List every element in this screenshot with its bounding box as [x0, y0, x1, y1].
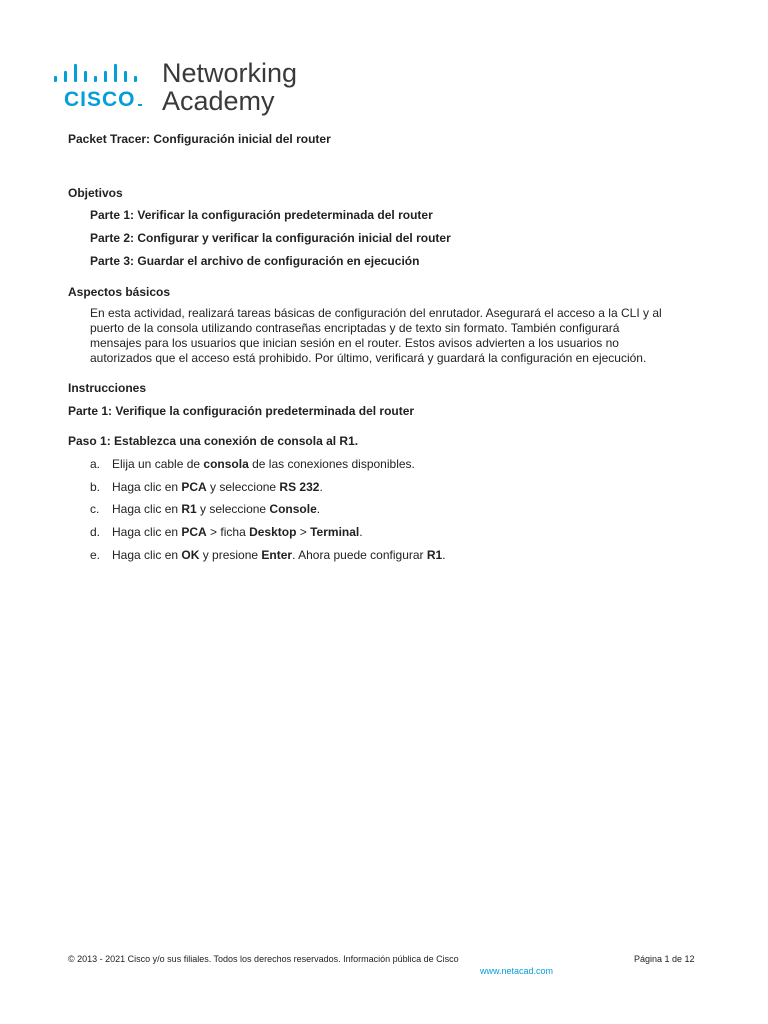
cisco-wordmark: CISCO: [64, 88, 142, 112]
basics-line: autorizados que el acceso está prohibido. Por último, verificará y guardará la configuración en ejecución.: [90, 351, 647, 365]
step-text: de las conexiones disponibles.: [248, 457, 415, 471]
basics-paragraph: [90, 306, 700, 366]
basics-line: mensajes para los usuarios que inician sesión en el router. Estos avisos advierten a los usuarios no: [90, 336, 619, 350]
step-c: [90, 502, 320, 516]
step-bold: Enter: [261, 548, 293, 562]
step-text: Haga clic en: [112, 502, 182, 516]
part1-heading: Parte 1: Verifique la configuración predeterminada del router: [68, 404, 415, 418]
step-text: .: [319, 480, 323, 494]
step-text: y seleccione: [196, 502, 270, 516]
brand-academy: Academy: [162, 86, 275, 116]
step-label: d.: [90, 525, 101, 539]
step-bold: PCA: [181, 480, 207, 494]
step-d: [90, 525, 363, 539]
basics-line: En esta actividad, realizará tareas básicas de configuración del enrutador. Asegurará el acceso a la CLI y al: [90, 306, 662, 320]
step-text: > ficha: [206, 525, 250, 539]
objective-item: Parte 2: Configurar y verificar la configuración inicial del router: [90, 231, 451, 245]
basics-heading: Aspectos básicos: [68, 285, 171, 299]
step-a: [90, 457, 415, 471]
step-text: .: [442, 548, 446, 562]
step-bold: PCA: [181, 525, 207, 539]
step-bold: Desktop: [249, 525, 297, 539]
step-text: . Ahora puede configurar: [292, 548, 427, 562]
step-label: a.: [90, 457, 101, 471]
step-text: y presione: [199, 548, 262, 562]
objective-item: Parte 1: Verificar la configuración predeterminada del router: [90, 208, 433, 222]
step-text: Haga clic en: [112, 480, 182, 494]
cisco-bars-icon: [54, 62, 148, 82]
step-bold: RS 232: [279, 480, 320, 494]
step-text: Elija un cable de: [112, 457, 204, 471]
objectives-heading: Objetivos: [68, 186, 123, 200]
step-text: >: [296, 525, 311, 539]
objective-item: Parte 3: Guardar el archivo de configuración en ejecución: [90, 254, 420, 268]
step-text: .: [359, 525, 363, 539]
step-label: b.: [90, 480, 101, 494]
step-bold: R1: [181, 502, 197, 516]
step-e: [90, 548, 446, 562]
step-bold: Terminal: [310, 525, 360, 539]
step-text: Haga clic en: [112, 525, 182, 539]
step-bold: Console: [269, 502, 317, 516]
step-bold: R1: [426, 548, 443, 562]
cisco-networking-academy-logo: [52, 58, 312, 120]
step-label: c.: [90, 502, 100, 516]
step-text: y seleccione: [206, 480, 280, 494]
step-text: Haga clic en: [112, 548, 182, 562]
instructions-heading: Instrucciones: [68, 381, 147, 395]
step-b: [90, 480, 323, 494]
step1-heading: Paso 1: Establezca una conexión de consola al R1.: [68, 434, 359, 448]
step-text: .: [316, 502, 321, 516]
footer-page-number: Página 1 de 12: [634, 954, 695, 964]
footer-copyright: © 2013 - 2021 Cisco y/o sus filiales. Todos los derechos reservados. Información pública de Cisco: [68, 954, 459, 964]
footer-url-link[interactable]: www.netacad.com: [480, 966, 554, 976]
step-bold: OK: [181, 548, 200, 562]
step-label: e.: [90, 548, 101, 562]
brand-networking: Networking: [162, 58, 298, 88]
step-bold: consola: [203, 457, 249, 471]
basics-line: puerto de la consola utilizando contraseñas encriptadas y de texto sin formato. También configurará: [90, 321, 620, 335]
document-title: Packet Tracer: Configuración inicial del router: [68, 132, 331, 146]
